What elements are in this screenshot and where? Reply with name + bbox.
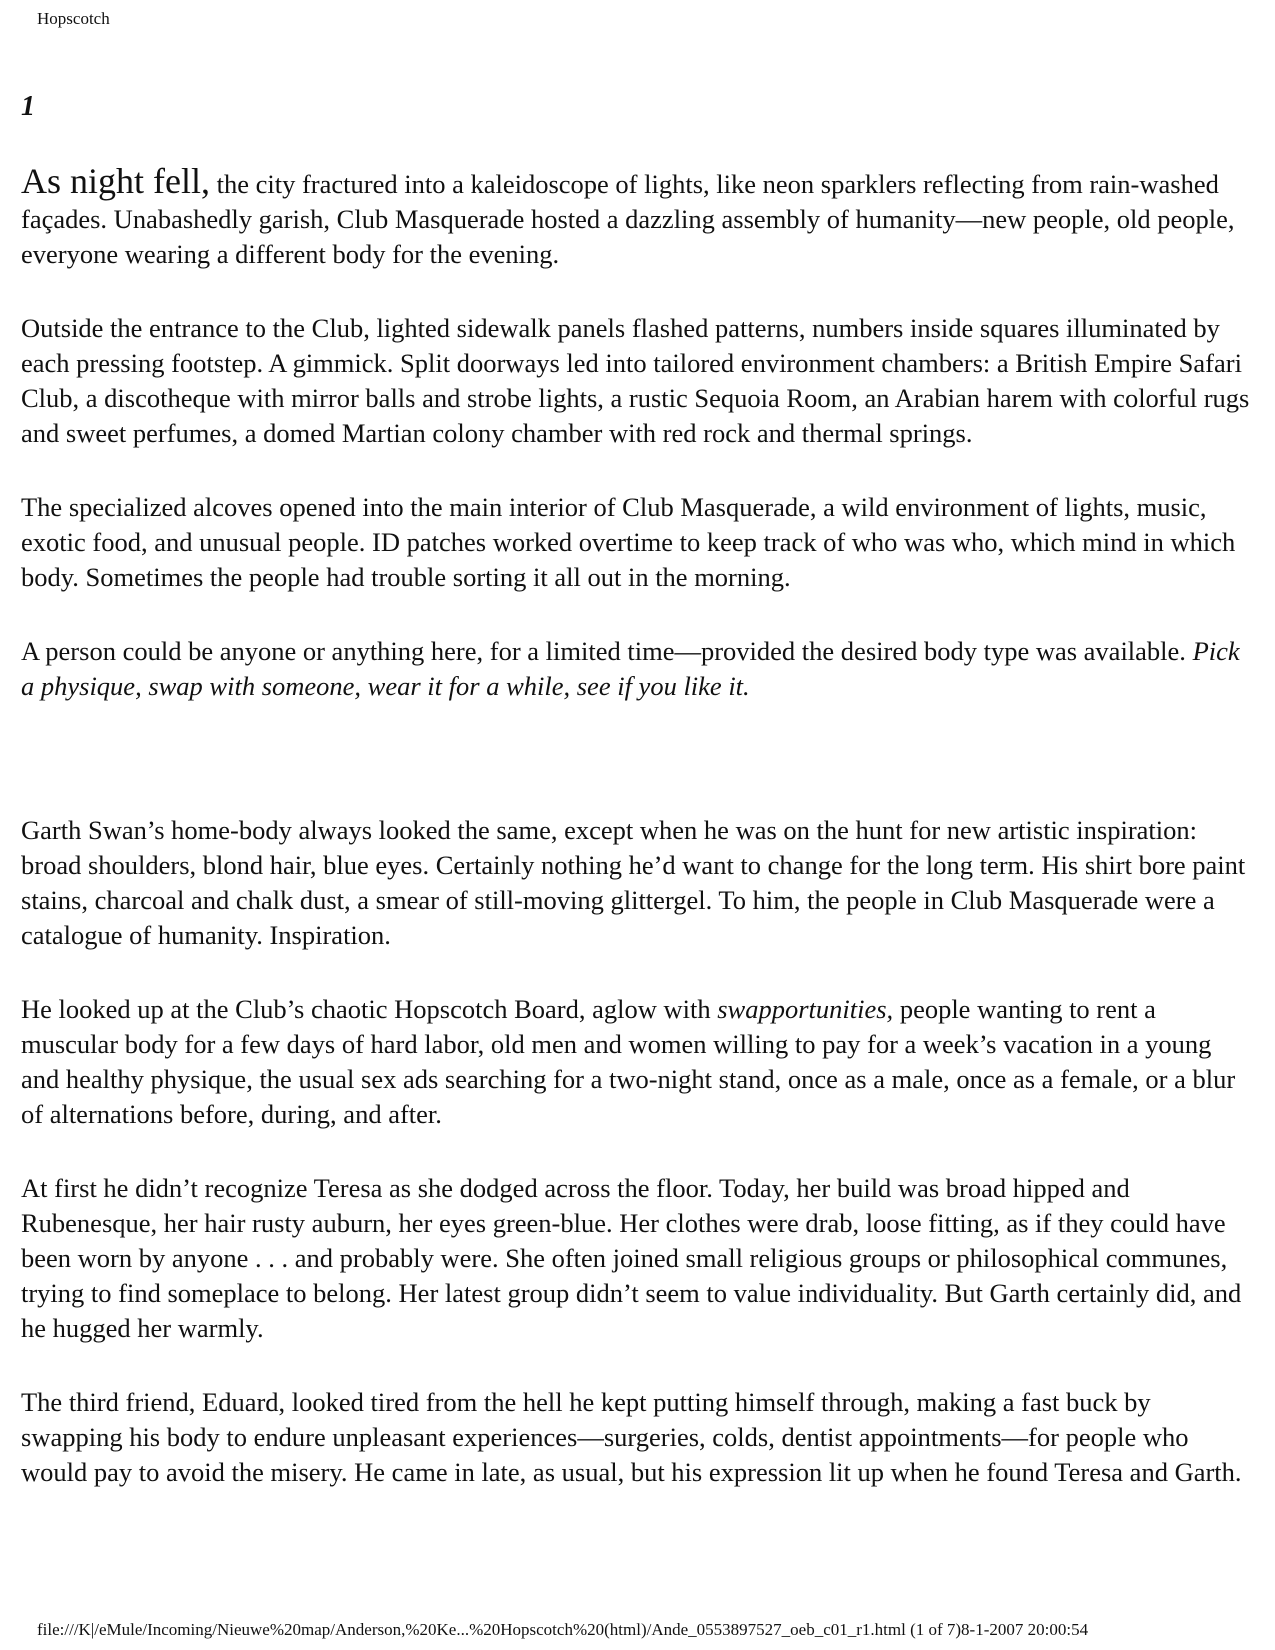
paragraph-2: Outside the entrance to the Club, lighted sidewalk panels flashed patterns, numbers inside squares illuminated by each pressing footstep. A gimmick. Split doorways led into tailored environment chambers: a British Empire Safari Club, a discotheque with mirror balls and strobe lights, a rustic Sequoia Room, an Arabian harem with colorful rugs and sweet perfumes, a domed Martian colony chamber with red rock and thermal springs.: [21, 313, 1250, 448]
paragraph-text: He looked up at the Club’s chaotic Hopscotch Board, aglow with: [21, 994, 718, 1024]
paragraph-text: people wanting to rent a muscular body for a few days of hard labor, old men and women willing to pay for a week’s vacation in a young and healthy physique, the usual sex ads searching for a two-night stand, once as a male, once as a female, or a blur of alternations before, during, and after.: [21, 994, 1236, 1129]
paragraph-7: At first he didn’t recognize Teresa as she dodged across the floor. Today, her build was broad hipped and Rubenesque, her hair rusty auburn, her eyes green-blue. Her clothes were drab, loose fitting, as if they could have been worn by anyone . . . and probably were. She often joined small religious groups or philosophical communes, trying to find someplace to belong. Her latest group didn’t seem to value individuality. But Garth certainly did, and he hugged her warmly.: [21, 1173, 1242, 1343]
paragraph-6: [21, 992, 1255, 1132]
paragraph-1: [21, 161, 1255, 272]
chapter-body: [21, 161, 1255, 1490]
page-header-title: Hopscotch: [37, 9, 110, 28]
paragraph-4: [21, 634, 1255, 704]
opening-phrase: As night fell,: [21, 161, 210, 201]
paragraph-3: The specialized alcoves opened into the main interior of Club Masquerade, a wild environment of lights, music, exotic food, and unusual people. ID patches worked overtime to keep track of who was who, which mind in which body. Sometimes the people had trouble sorting it all out in the morning.: [21, 492, 1236, 592]
italic-text: swapportunities,: [717, 994, 894, 1024]
paragraph-8: The third friend, Eduard, looked tired from the hell he kept putting himself through, making a fast buck by swapping his body to endure unpleasant experiences—surgeries, colds, dentist appointments—for people who would pay to avoid the misery. He came in late, as usual, but his expression lit up when he found Teresa and Garth.: [21, 1387, 1242, 1487]
paragraph-text: the city fractured into a kaleidoscope of lights, like neon sparklers reflecting from rain-washed façades. Unabashedly garish, Club Masquerade hosted a dazzling assembly of humanity—new people, old people, everyone wearing a different body for the evening.: [21, 169, 1235, 269]
paragraph-5: Garth Swan’s home-body always looked the same, except when he was on the hunt for new artistic inspiration: broad shoulders, blond hair, blue eyes. Certainly nothing he’d want to change for the long term. His shirt bore paint stains, charcoal and chalk dust, a smear of still-moving glittergel. To him, the people in Club Masquerade were a catalogue of humanity. Inspiration.: [21, 815, 1246, 950]
chapter-number: 1: [21, 91, 35, 122]
italic-text: Pick a physique, swap with someone, wear it for a while, see if you like it.: [21, 636, 1240, 701]
page-footer-url: file:///K|/eMule/Incoming/Nieuwe%20map/Anderson,%20Ke...%20Hopscotch%20(html)/Ande_0553897527_oeb_c01_r1.html (1 of 7)8-1-2007 20:00:54: [37, 1620, 1089, 1639]
paragraph-text: A person could be anyone or anything here, for a limited time—provided the desired body type was available.: [21, 636, 1193, 666]
